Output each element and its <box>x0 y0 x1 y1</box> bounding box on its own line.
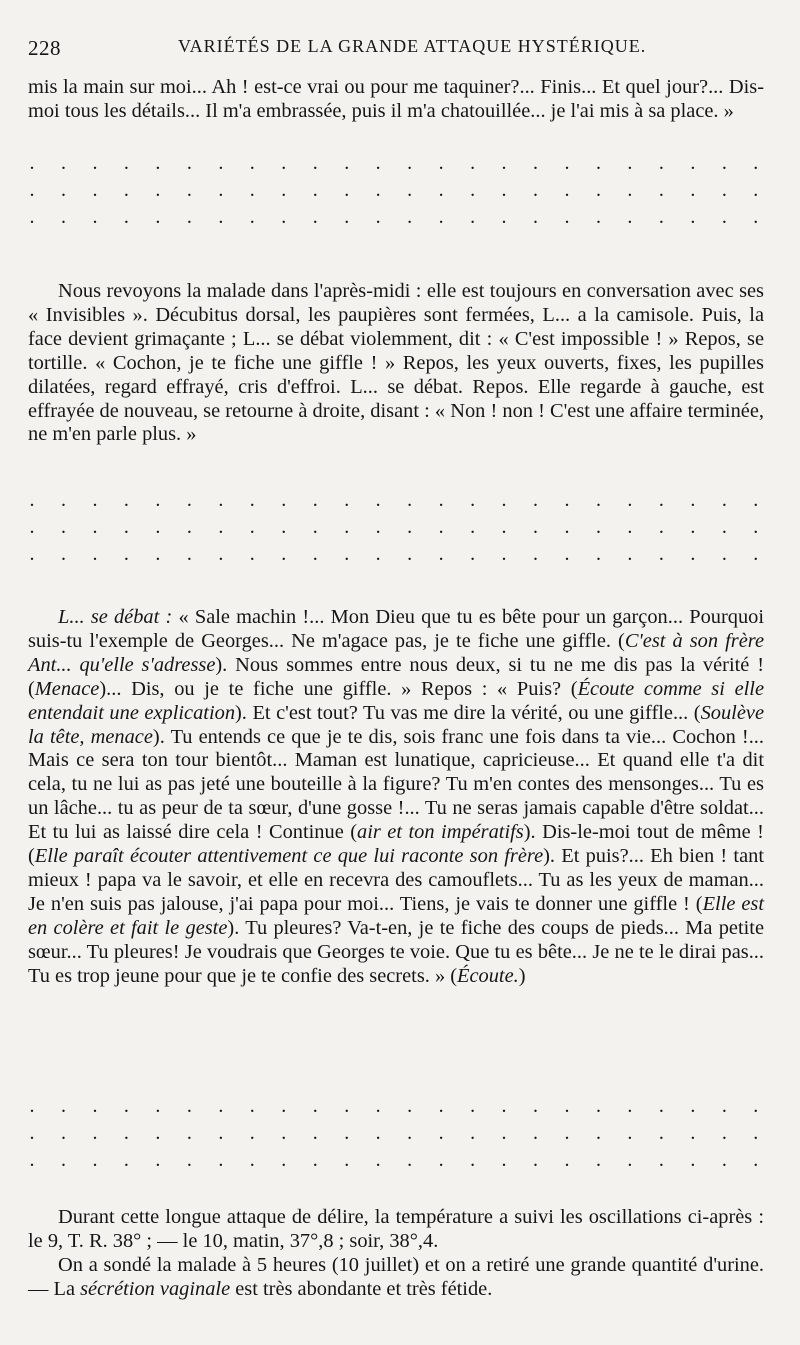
ellipsis-dot: . <box>281 489 287 511</box>
ellipsis-dot: . <box>29 543 35 565</box>
ellipsis-dot: . <box>29 1149 35 1171</box>
p3-text-n: ). Et puis?... Eh bien ! tant mieux ! papa va le savoir, et elle en recevra des camouflets... Tu as les yeux de maman... Je n'en suis pas jalouse, j'ai papa pour moi... Tiens, je vais te donner une giffle ! ( <box>28 845 764 915</box>
ellipsis-dot: . <box>658 516 664 538</box>
ellipsis-dot: . <box>564 179 570 201</box>
ellipsis-dot: . <box>344 179 350 201</box>
ellipsis-dot: . <box>344 516 350 538</box>
ellipsis-dot: . <box>312 489 318 511</box>
p3-italic-i: Soulève la tête, menace <box>28 701 764 748</box>
paragraph-dialogue <box>28 606 764 989</box>
ellipsis-dot: . <box>470 1095 476 1117</box>
ellipsis-dot: . <box>218 489 224 511</box>
ellipsis-dot: . <box>123 179 129 201</box>
ellipsis-dot: . <box>155 543 161 565</box>
ellipsis-dot: . <box>407 206 413 228</box>
ellipsis-dot: . <box>186 179 192 201</box>
ellipsis-dot: . <box>721 206 727 228</box>
ellipsis-dot: . <box>123 543 129 565</box>
ellipsis-dot: . <box>218 179 224 201</box>
ellipsis-dot: . <box>155 179 161 201</box>
paragraph-temperature <box>28 1206 764 1302</box>
ellipsis-dot: . <box>312 152 318 174</box>
ellipsis-dot: . <box>123 516 129 538</box>
ellipsis-dot: . <box>312 1122 318 1144</box>
ellipsis-dot: . <box>627 516 633 538</box>
ellipsis-dot: . <box>721 179 727 201</box>
ellipsis-dot: . <box>595 1095 601 1117</box>
ellipsis-dot: . <box>218 152 224 174</box>
ellipsis-dot: . <box>721 489 727 511</box>
ellipsis-dot: . <box>721 1149 727 1171</box>
p3-text-h: ). Et c'est tout? Tu vas me dire la vérité, ou une giffle... ( <box>235 701 701 724</box>
ellipsis-dot: . <box>123 206 129 228</box>
ellipsis-dot: . <box>281 543 287 565</box>
ellipsis-dot: . <box>312 543 318 565</box>
ellipsis-dot: . <box>438 543 444 565</box>
p5-text-a: On a sondé la malade à 5 heures (10 juillet) et on a retiré une grande quantité d'urine. — La <box>28 1253 764 1300</box>
ellipsis-dot: . <box>375 179 381 201</box>
ellipsis-dot: . <box>249 516 255 538</box>
ellipsis-dot: . <box>29 179 35 201</box>
ellipsis-dot: . <box>690 1122 696 1144</box>
p5-text-c: est très abondante et très fétide. <box>230 1277 493 1300</box>
ellipsis-dot: . <box>627 152 633 174</box>
p3-italic-q: Écoute. <box>457 964 519 987</box>
ellipsis-dot: . <box>627 543 633 565</box>
p3-text-p: ). Tu pleures? Va-t-en, je te fiche des coups de pieds... Ma petite sœur... Tu pleures! Je voudrais que Georges te voie. Que tu es bête... Je ne te le dirai pas... Tu es trop jeune pour que je te confie des secrets. » ( <box>28 916 764 987</box>
p3-italic-m: Elle paraît écouter attentivement ce que lui raconte son frère <box>34 845 544 868</box>
ellipsis-dot: . <box>60 1095 66 1117</box>
ellipsis-dot: . <box>312 179 318 201</box>
ellipsis-dot: . <box>533 543 538 565</box>
ellipsis-dot: . <box>344 152 350 174</box>
ellipsis-dot: . <box>627 206 633 228</box>
ellipsis-dot: . <box>438 179 444 201</box>
ellipsis-dot: . <box>249 1149 255 1171</box>
p3-text-b: « Sale machin !... Mon Dieu que tu es bête pour un garçon... Pourquoi suis-tu l'exemple de Georges... Ne m'agace pas, je te fiche une giffle. ( <box>28 606 764 652</box>
ellipsis-row <box>28 204 760 231</box>
ellipsis-dot: . <box>753 516 759 538</box>
ellipsis-dot: . <box>375 1122 381 1144</box>
ellipsis-dot: . <box>249 543 255 565</box>
ellipsis-dot: . <box>29 152 35 174</box>
ellipsis-dot: . <box>249 489 255 511</box>
ellipsis-dot: . <box>501 1122 507 1144</box>
ellipsis-dot: . <box>407 543 413 565</box>
ellipsis-dot: . <box>92 152 98 174</box>
ellipsis-dot: . <box>407 1095 413 1117</box>
ellipsis-dot: . <box>690 206 696 228</box>
ellipsis-dot: . <box>92 1122 98 1144</box>
ellipsis-dot: . <box>60 206 66 228</box>
ellipsis-dot: . <box>753 489 759 511</box>
ellipsis-dot: . <box>123 1095 129 1117</box>
ellipsis-dot: . <box>658 179 664 201</box>
ellipsis-dot: . <box>29 206 35 228</box>
ellipsis-row <box>28 514 760 541</box>
ellipsis-dot: . <box>312 1095 318 1117</box>
ellipsis-dot: . <box>186 206 192 228</box>
ellipsis-dot: . <box>375 516 381 538</box>
ellipsis-dot: . <box>60 152 66 174</box>
ellipsis-dot: . <box>595 179 601 201</box>
ellipsis-dot: . <box>407 489 413 511</box>
ellipsis-dot: . <box>218 543 224 565</box>
ellipsis-dot: . <box>344 1095 350 1117</box>
ellipsis-dot: . <box>312 1149 318 1171</box>
ellipsis-dot: . <box>375 206 381 228</box>
ellipsis-dot: . <box>407 179 413 201</box>
ellipsis-dot: . <box>533 489 538 511</box>
ellipsis-dot: . <box>92 1149 98 1171</box>
ellipsis-dot: . <box>155 489 161 511</box>
ellipsis-dot: . <box>753 543 759 565</box>
ellipsis-dot: . <box>595 206 601 228</box>
ellipsis-block-1 <box>28 150 760 231</box>
ellipsis-dot: . <box>155 516 161 538</box>
ellipsis-dot: . <box>407 152 413 174</box>
ellipsis-dot: . <box>186 489 192 511</box>
ellipsis-dot: . <box>627 1122 633 1144</box>
p3-italic-e: Menace <box>34 677 100 700</box>
ellipsis-dot: . <box>501 179 507 201</box>
ellipsis-dot: . <box>375 543 381 565</box>
ellipsis-dot: . <box>533 152 538 174</box>
ellipsis-block-2 <box>28 487 760 568</box>
ellipsis-dot: . <box>29 489 35 511</box>
ellipsis-dot: . <box>155 152 161 174</box>
p3-italic-k: air et ton impératifs <box>357 821 524 844</box>
ellipsis-dot: . <box>721 543 727 565</box>
ellipsis-dot: . <box>60 543 66 565</box>
p3-text-f: )... Dis, ou je te fiche une giffle. » Repos : « Puis? ( <box>99 677 578 700</box>
ellipsis-dot: . <box>375 1149 381 1171</box>
ellipsis-dot: . <box>155 1122 161 1144</box>
ellipsis-dot: . <box>281 1149 287 1171</box>
ellipsis-dot: . <box>438 516 444 538</box>
p3-text-l: ). Dis-le-moi tout de même ! ( <box>28 821 764 868</box>
ellipsis-dot: . <box>595 516 601 538</box>
ellipsis-dot: . <box>533 206 538 228</box>
paragraph-2-text: Nous revoyons la malade dans l'après-midi : elle est toujours en conversation avec ses « Invisibles ». Décubitus dorsal, les paupières sont fermées, L... a la camisole. Puis, la face devient grimaçante ; L... se débat violemment, dit : « C'est impossible ! » Repos, se tortille. « Cochon, je te fiche une giffle ! » Repos, les yeux ouverts, fixes, les pupilles dilatées, regard effrayé, cris d'effroi. L... se débat. Repos. Elle regarde à gauche, est effrayée de nouveau, se retourne à droite, disant : « Non ! non ! C'est une affaire terminée, ne m'en parle plus. » <box>28 280 764 446</box>
ellipsis-dot: . <box>595 489 601 511</box>
ellipsis-dot: . <box>60 516 66 538</box>
ellipsis-row <box>28 1147 760 1174</box>
ellipsis-dot: . <box>753 179 759 201</box>
p3-italic-g: Écoute comme si elle entendait une explication <box>28 677 765 724</box>
ellipsis-dot: . <box>186 1122 192 1144</box>
ellipsis-dot: . <box>375 489 381 511</box>
ellipsis-dot: . <box>658 1095 664 1117</box>
ellipsis-dot: . <box>690 152 696 174</box>
ellipsis-dot: . <box>92 516 98 538</box>
ellipsis-dot: . <box>721 516 727 538</box>
ellipsis-dot: . <box>533 1149 538 1171</box>
ellipsis-dot: . <box>186 543 192 565</box>
ellipsis-dot: . <box>249 1122 255 1144</box>
ellipsis-dot: . <box>123 1122 129 1144</box>
p3-italic-c: C'est à son frère Ant... qu'elle s'adresse <box>28 629 764 676</box>
ellipsis-dot: . <box>344 1149 350 1171</box>
ellipsis-dot: . <box>155 1095 161 1117</box>
ellipsis-dot: . <box>155 206 161 228</box>
ellipsis-dot: . <box>690 543 696 565</box>
ellipsis-dot: . <box>312 516 318 538</box>
ellipsis-dot: . <box>218 1149 224 1171</box>
ellipsis-dot: . <box>595 1149 601 1171</box>
ellipsis-dot: . <box>60 179 66 201</box>
ellipsis-dot: . <box>29 1095 35 1117</box>
page-header <box>28 30 760 60</box>
ellipsis-dot: . <box>690 179 696 201</box>
ellipsis-dot: . <box>627 1149 633 1171</box>
ellipsis-dot: . <box>595 1122 601 1144</box>
paragraph-afternoon <box>28 280 764 447</box>
ellipsis-dot: . <box>186 1149 192 1171</box>
ellipsis-row <box>28 177 760 204</box>
ellipsis-dot: . <box>501 1095 507 1117</box>
ellipsis-dot: . <box>564 1149 570 1171</box>
ellipsis-dot: . <box>438 152 444 174</box>
ellipsis-dot: . <box>249 1095 255 1117</box>
ellipsis-dot: . <box>658 543 664 565</box>
ellipsis-dot: . <box>753 1122 759 1144</box>
ellipsis-dot: . <box>658 489 664 511</box>
ellipsis-dot: . <box>438 1095 444 1117</box>
ellipsis-dot: . <box>438 1122 444 1144</box>
ellipsis-dot: . <box>375 152 381 174</box>
ellipsis-dot: . <box>92 206 98 228</box>
ellipsis-row <box>28 150 760 177</box>
ellipsis-dot: . <box>564 1122 570 1144</box>
ellipsis-dot: . <box>533 516 538 538</box>
ellipsis-dot: . <box>155 1149 161 1171</box>
ellipsis-dot: . <box>753 152 759 174</box>
ellipsis-block-3 <box>28 1093 760 1174</box>
p3-text-j: ). Tu entends ce que je te dis, sois franc une fois dans ta vie... Cochon !... Mais ce sera ton tour bientôt... Maman est lunatique, capricieuse... Et quand elle t'a dit cela, tu ne lui as pas jeté une bouteille à la figure? Tu m'en contes des mensonges... Tu es un lâche... tu as peur de ta sœur, d'une gosse !... Tu ne seras jamais capable d'être soldat... Et tu lui as laissé dire cela ! Continue ( <box>28 725 764 844</box>
ellipsis-dot: . <box>60 1122 66 1144</box>
ellipsis-dot: . <box>249 206 255 228</box>
ellipsis-dot: . <box>123 152 129 174</box>
ellipsis-dot: . <box>438 206 444 228</box>
ellipsis-dot: . <box>344 1122 350 1144</box>
ellipsis-row <box>28 487 760 514</box>
ellipsis-dot: . <box>249 152 255 174</box>
ellipsis-dot: . <box>564 152 570 174</box>
ellipsis-dot: . <box>92 543 98 565</box>
ellipsis-dot: . <box>186 1095 192 1117</box>
ellipsis-dot: . <box>564 516 570 538</box>
ellipsis-dot: . <box>564 489 570 511</box>
ellipsis-dot: . <box>533 1122 538 1144</box>
ellipsis-row <box>28 541 760 568</box>
ellipsis-dot: . <box>407 1149 413 1171</box>
ellipsis-dot: . <box>470 179 476 201</box>
ellipsis-row <box>28 1120 760 1147</box>
ellipsis-dot: . <box>438 1149 444 1171</box>
ellipsis-dot: . <box>281 1122 287 1144</box>
ellipsis-dot: . <box>344 489 350 511</box>
ellipsis-dot: . <box>123 1149 129 1171</box>
ellipsis-dot: . <box>658 152 664 174</box>
ellipsis-dot: . <box>721 152 727 174</box>
ellipsis-dot: . <box>470 489 476 511</box>
ellipsis-dot: . <box>344 206 350 228</box>
ellipsis-dot: . <box>249 179 255 201</box>
p3-italic-a: L... se débat : <box>58 606 173 628</box>
ellipsis-dot: . <box>312 206 318 228</box>
ellipsis-dot: . <box>186 152 192 174</box>
p3-text-r: ) <box>518 964 526 987</box>
ellipsis-dot: . <box>595 152 601 174</box>
ellipsis-dot: . <box>533 1095 538 1117</box>
ellipsis-dot: . <box>281 206 287 228</box>
paragraph-continuation <box>28 76 764 124</box>
ellipsis-dot: . <box>407 516 413 538</box>
ellipsis-dot: . <box>470 516 476 538</box>
ellipsis-dot: . <box>281 1095 287 1117</box>
ellipsis-dot: . <box>438 489 444 511</box>
ellipsis-dot: . <box>658 206 664 228</box>
ellipsis-dot: . <box>218 1095 224 1117</box>
paragraph-5-text <box>28 1254 764 1302</box>
paragraph-1-text: mis la main sur moi... Ah ! est-ce vrai ou pour me taquiner?... Finis... Et quel jour?... Dis-moi tous les détails... Il m'a embrassée, puis il m'a chatouillée... je l'ai mis à sa place. » <box>28 76 764 122</box>
ellipsis-dot: . <box>281 516 287 538</box>
ellipsis-dot: . <box>690 1095 696 1117</box>
ellipsis-dot: . <box>721 1095 727 1117</box>
ellipsis-dot: . <box>690 1149 696 1171</box>
ellipsis-dot: . <box>564 1095 570 1117</box>
paragraph-3-text <box>28 606 764 989</box>
running-title: VARIÉTÉS DE LA GRANDE ATTAQUE HYSTÉRIQUE. <box>178 36 647 56</box>
ellipsis-dot: . <box>501 543 507 565</box>
ellipsis-dot: . <box>501 489 507 511</box>
ellipsis-dot: . <box>92 179 98 201</box>
ellipsis-dot: . <box>690 516 696 538</box>
ellipsis-dot: . <box>281 179 287 201</box>
ellipsis-dot: . <box>92 1095 98 1117</box>
ellipsis-dot: . <box>501 1149 507 1171</box>
p5-italic-b: sécrétion vaginale <box>80 1277 231 1300</box>
ellipsis-dot: . <box>658 1149 664 1171</box>
ellipsis-dot: . <box>501 206 507 228</box>
ellipsis-dot: . <box>344 543 350 565</box>
ellipsis-dot: . <box>533 179 538 201</box>
ellipsis-dot: . <box>627 179 633 201</box>
ellipsis-dot: . <box>690 489 696 511</box>
ellipsis-dot: . <box>753 1095 759 1117</box>
ellipsis-dot: . <box>564 206 570 228</box>
ellipsis-dot: . <box>281 152 287 174</box>
ellipsis-dot: . <box>60 1149 66 1171</box>
ellipsis-dot: . <box>375 1095 381 1117</box>
ellipsis-dot: . <box>564 543 570 565</box>
ellipsis-dot: . <box>627 1095 633 1117</box>
ellipsis-dot: . <box>92 489 98 511</box>
ellipsis-dot: . <box>218 206 224 228</box>
p3-italic-o: Elle est en colère et fait le geste <box>28 892 764 939</box>
ellipsis-dot: . <box>29 1122 35 1144</box>
ellipsis-dot: . <box>721 1122 727 1144</box>
ellipsis-dot: . <box>29 516 35 538</box>
ellipsis-dot: . <box>470 1122 476 1144</box>
ellipsis-dot: . <box>470 543 476 565</box>
ellipsis-dot: . <box>123 489 129 511</box>
ellipsis-row <box>28 1093 760 1120</box>
page-number: 228 <box>28 36 61 60</box>
ellipsis-dot: . <box>658 1122 664 1144</box>
paragraph-4-text: Durant cette longue attaque de délire, la température a suivi les oscillations ci-après : le 9, T. R. 38° ; — le 10, matin, 37°,8 ; soir, 38°,4. <box>28 1206 764 1252</box>
ellipsis-dot: . <box>218 1122 224 1144</box>
ellipsis-dot: . <box>470 206 476 228</box>
p3-text-d: ). Nous sommes entre nous deux, si tu ne me dis pas la vérité ! ( <box>28 653 764 700</box>
ellipsis-dot: . <box>60 489 66 511</box>
ellipsis-dot: . <box>753 206 759 228</box>
ellipsis-dot: . <box>470 152 476 174</box>
ellipsis-dot: . <box>501 152 507 174</box>
ellipsis-dot: . <box>186 516 192 538</box>
ellipsis-dot: . <box>627 489 633 511</box>
ellipsis-dot: . <box>218 516 224 538</box>
ellipsis-dot: . <box>595 543 601 565</box>
ellipsis-dot: . <box>407 1122 413 1144</box>
ellipsis-dot: . <box>470 1149 476 1171</box>
ellipsis-dot: . <box>753 1149 759 1171</box>
ellipsis-dot: . <box>501 516 507 538</box>
